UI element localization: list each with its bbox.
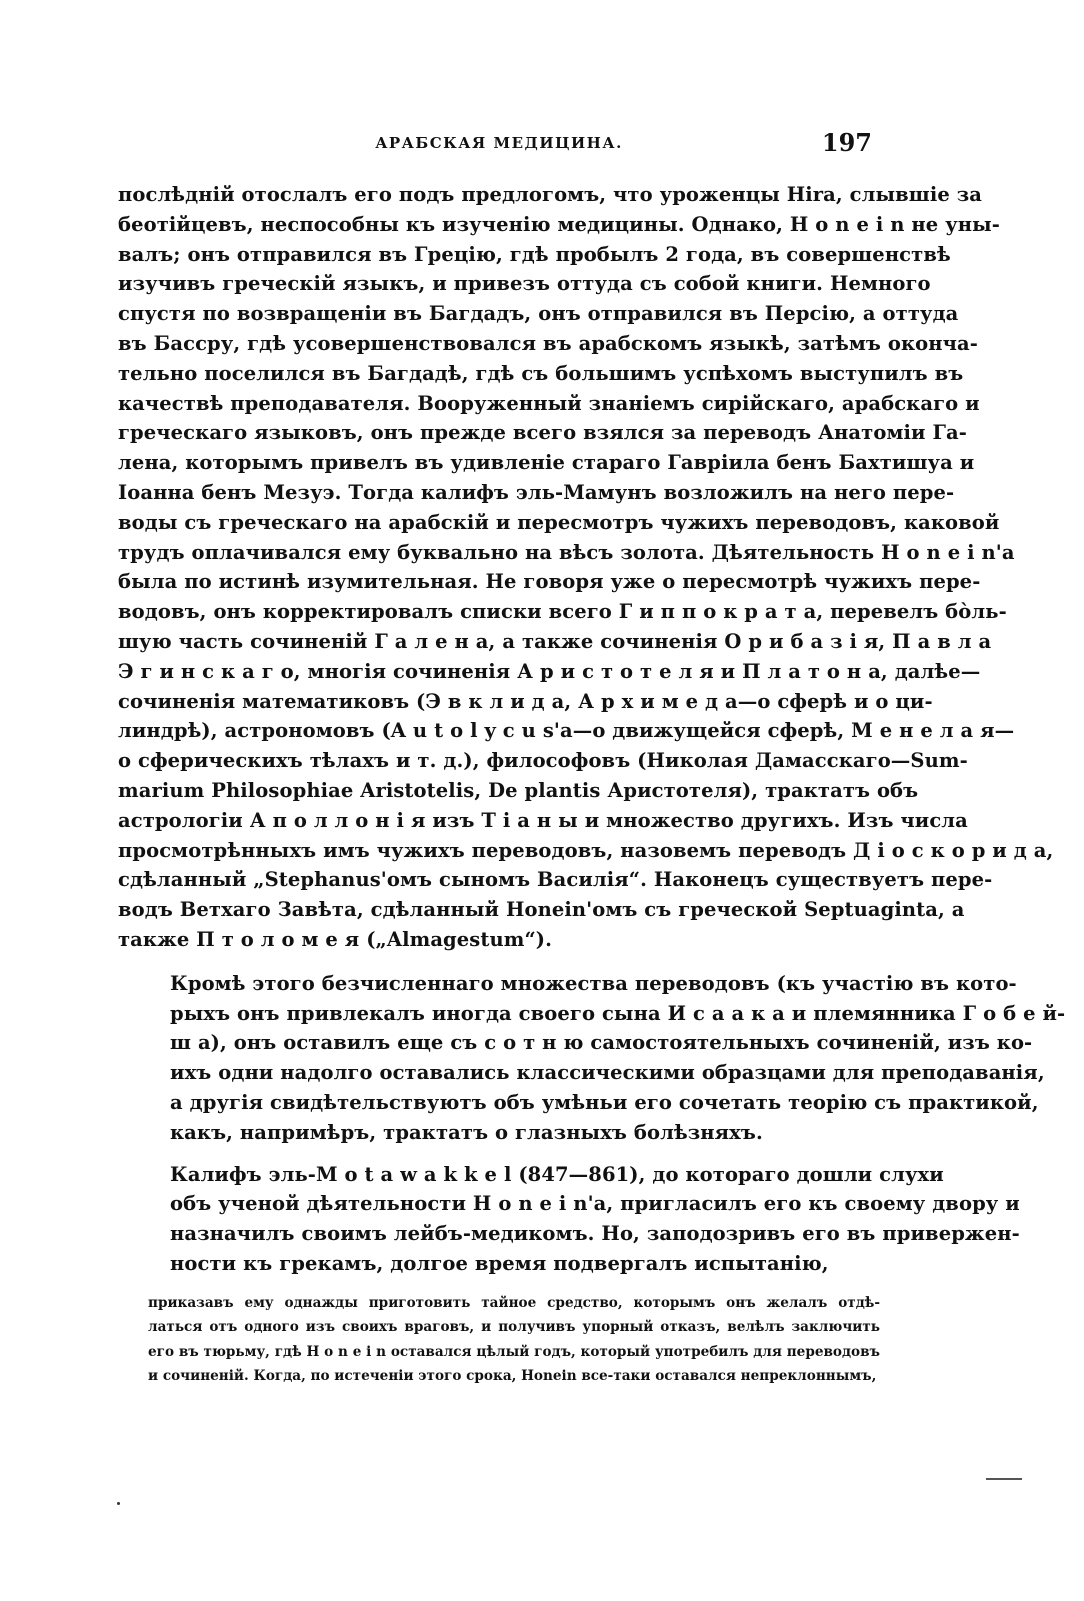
- text-line: Іоанна бенъ Мезуэ. Тогда калифъ эль-Мамунъ возложилъ на него пере-: [118, 480, 955, 504]
- text-line: ихъ одни надолго оставались классическими образцами для преподаванія,: [170, 1061, 1045, 1085]
- text-line: тельно поселился въ Багдадѣ, гдѣ съ большимъ успѣхомъ выступилъ въ: [118, 361, 964, 385]
- text-line: назначилъ своимъ лейбъ-медикомъ. Но, заподозривъ его въ привержен-: [170, 1222, 1020, 1246]
- text-line: греческаго языковъ, онъ прежде всего взялся за переводъ Анатоміи Га-: [118, 421, 967, 445]
- text-line: также П т о л о м е я („Almagestum“).: [118, 927, 553, 951]
- text-line: о сферическихъ тѣлахъ и т. д.), философовъ (Николая Дамасскаго—Sum-: [118, 749, 968, 773]
- text-line: рыхъ онъ привлекалъ иногда своего сына И с а а к а и племянника Г о б е й-: [170, 1001, 1066, 1025]
- text-line: качествѣ преподавателя. Вооруженный знаніемъ сирійскаго, арабскаго и: [118, 391, 980, 415]
- text-line: marium Philosophiae Aristotelis, De plantis Аристотеля), трактатъ объ: [118, 778, 919, 802]
- text-line: была по истинѣ изумительная. Не говоря уже о пересмотрѣ чужихъ пере-: [118, 570, 981, 594]
- text-line: объ ученой дѣятельности H o n e i n'а, пригласилъ его къ своему двору и: [170, 1192, 1020, 1216]
- text-line: Калифъ эль-M o t a w a k k e l (847—861), до котораго дошли слухи: [170, 1162, 944, 1186]
- text-line: изучивъ греческій языкъ, и привезъ оттуда съ собой книги. Немного: [118, 272, 931, 296]
- text-line: и сочиненій. Когда, по истеченіи этого срока, Honein все-таки оставался непреклоннымъ,: [148, 1368, 877, 1385]
- paragraph-motawakkel: [118, 1160, 1020, 1279]
- margin-dot-mark: [117, 1502, 120, 1505]
- paragraph-honein-translations: [118, 180, 1054, 955]
- text-line: сочиненія математиковъ (Э в к л и д а, А р х и м е д а—о сферѣ и о ци-: [118, 689, 933, 713]
- text-line: водовъ, онъ корректировалъ списки всего Г и п п о к р а т а, перевелъ бòль-: [118, 600, 1007, 624]
- text-line: послѣдній отослалъ его подъ предлогомъ, что уроженцы Hira, слывшіе за: [118, 183, 983, 206]
- text-line: воды съ греческаго на арабскій и пересмотръ чужихъ переводовъ, каковой: [118, 510, 1000, 534]
- page-number: 197: [821, 128, 872, 157]
- text-line: въ Бассру, гдѣ усовершенствовался въ арабскомъ языкѣ, затѣмъ оконча-: [118, 331, 978, 355]
- text-line: Э г и н с к а г о, многія сочиненія А р и с т о т е л я и П л а т о н а, далѣе—: [118, 659, 981, 683]
- text-line: астрологіи А п о л л о н і я изъ Т і а н ы и множество другихъ. Изъ числа: [118, 808, 968, 832]
- text-line: ности къ грекамъ, долгое время подвергалъ испытанію,: [170, 1251, 829, 1275]
- text-line: шую часть сочиненій Г а л е н а, а также сочиненія О р и б а з і я, П а в л а: [118, 629, 992, 653]
- paragraph-original-works: [118, 969, 1066, 1148]
- running-header: [118, 128, 880, 162]
- text-line: трудъ оплачивался ему буквально на вѣсъ золота. Дѣятельность H o n e i n'а: [118, 540, 1015, 564]
- text-line: беотійцевъ, неспособны къ изученію медицины. Однако, H o n e i n не уны-: [118, 212, 1000, 236]
- text-line: водъ Ветхаго Завѣта, сдѣланный Honein'омъ съ греческой Septuaginta, а: [118, 898, 965, 922]
- running-title: АРАБСКАЯ МЕДИЦИНА.: [375, 134, 623, 152]
- text-line: просмотрѣнныхъ имъ чужихъ переводовъ, назовемъ переводъ Д і о с к о р и д а,: [118, 838, 1054, 862]
- text-line: приказавъ ему однажды приготовить тайное средство, которымъ онъ желалъ отдѣ-: [148, 1294, 880, 1311]
- text-line: Кромѣ этого безчисленнаго множества переводовъ (къ участію въ кото-: [170, 971, 1017, 995]
- text-line: какъ, напримѣръ, трактатъ о глазныхъ болѣзняхъ.: [170, 1120, 763, 1144]
- text-line: а другія свидѣтельствуютъ объ умѣньи его сочетать теорію съ практикой,: [170, 1090, 1039, 1114]
- footnote-text: [118, 1291, 880, 1389]
- text-line: линдрѣ), астрономовъ (A u t o l y c u s'а—о движущейся сферѣ, М е н е л а я—: [118, 719, 1015, 743]
- text-line: сдѣланный „Stephanus'омъ сыномъ Василія“. Наконецъ существуетъ пере-: [118, 868, 993, 892]
- book-page: [118, 128, 1066, 1389]
- text-line: валъ; онъ отправился въ Грецію, гдѣ пробылъ 2 года, въ совершенствѣ: [118, 242, 951, 266]
- margin-dash-mark: [986, 1478, 1022, 1480]
- text-line: спустя по возвращеніи въ Багдадъ, онъ отправился въ Персію, а оттуда: [118, 302, 959, 326]
- text-line: ш а), онъ оставилъ еще съ с о т н ю самостоятельныхъ сочиненій, изъ ко-: [170, 1031, 1033, 1055]
- text-line: его въ тюрьму, гдѣ H o n e i n оставался цѣлый годъ, который употребилъ для переводовъ: [148, 1343, 880, 1360]
- text-line: латься отъ одного изъ своихъ враговъ, и получивъ упорный отказъ, велѣлъ заключить: [148, 1319, 880, 1336]
- text-line: лена, которымъ привелъ въ удивленіе стараго Гавріила бенъ Бахтишуа и: [118, 451, 975, 475]
